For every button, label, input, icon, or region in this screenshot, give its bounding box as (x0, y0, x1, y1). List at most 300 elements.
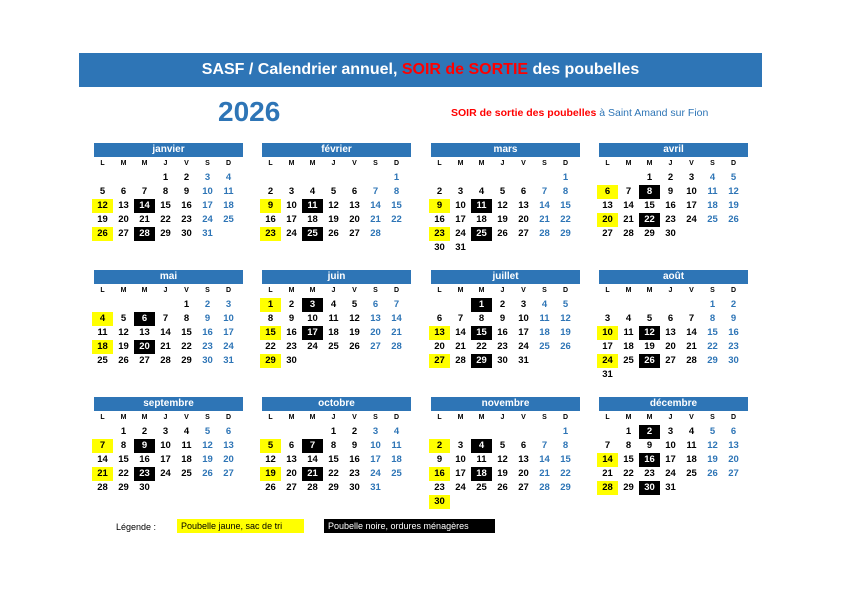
day-yellow-bin: 14 (597, 453, 618, 467)
day-cell: 9 (499, 313, 506, 324)
day-cell: 3 (162, 426, 169, 437)
empty-cell (344, 171, 365, 185)
day-cell: 6 (730, 426, 737, 437)
weekday-label: M (309, 414, 316, 421)
day-cell: 3 (457, 186, 464, 197)
day-cell: 28 (160, 355, 171, 366)
weekday-label: D (730, 287, 737, 294)
day-cell: 27 (223, 468, 234, 479)
day-cell: 22 (181, 341, 192, 352)
month-name: février (262, 143, 411, 157)
day-cell: 24 (202, 214, 213, 225)
day-cell: 23 (728, 341, 739, 352)
month-block (599, 270, 748, 382)
day-cell: 25 (328, 341, 339, 352)
day-cell: 8 (478, 313, 485, 324)
day-cell: 9 (667, 186, 674, 197)
day-cell: 6 (436, 313, 443, 324)
empty-cell (597, 425, 618, 439)
day-cell: 5 (730, 172, 737, 183)
day-cell: 5 (562, 299, 569, 310)
day-black-bin: 6 (134, 312, 155, 326)
month-name: juin (262, 270, 411, 284)
day-cell: 4 (688, 426, 695, 437)
day-cell: 24 (686, 214, 697, 225)
day-cell: 30 (349, 482, 360, 493)
day-cell: 25 (97, 355, 108, 366)
day-cell: 16 (181, 200, 192, 211)
day-cell: 18 (223, 200, 234, 211)
weekday-label: M (309, 287, 316, 294)
empty-cell (429, 171, 450, 185)
day-cell: 3 (204, 172, 211, 183)
day-cell: 23 (202, 341, 213, 352)
day-cell: 1 (709, 299, 716, 310)
day-yellow-bin: 7 (92, 439, 113, 453)
day-cell: 6 (225, 426, 232, 437)
day-cell: 9 (351, 440, 358, 451)
month-block (94, 143, 243, 241)
day-cell: 13 (602, 200, 613, 211)
day-cell: 12 (728, 186, 739, 197)
day-cell: 1 (562, 172, 569, 183)
subtitle-red: SOIR de sortie des poubelles (451, 107, 597, 119)
day-cell: 13 (728, 440, 739, 451)
weekday-row (429, 284, 580, 298)
day-cell: 5 (120, 313, 127, 324)
weekday-label: M (120, 160, 127, 167)
month-name: mars (431, 143, 580, 157)
weekday-label: L (100, 414, 105, 421)
month-block (262, 270, 411, 368)
weekday-label: M (646, 160, 653, 167)
day-black-bin: 16 (639, 453, 660, 467)
day-cell: 21 (686, 341, 697, 352)
empty-cell (534, 171, 555, 185)
day-cell: 31 (455, 242, 466, 253)
day-cell: 14 (539, 200, 550, 211)
empty-cell (450, 425, 471, 439)
month-name: novembre (431, 397, 580, 411)
day-cell: 5 (330, 186, 337, 197)
day-cell: 16 (728, 327, 739, 338)
day-cell: 26 (328, 228, 339, 239)
weekday-label: V (521, 160, 526, 167)
day-yellow-bin: 2 (429, 439, 450, 453)
weekday-label: M (625, 414, 632, 421)
month-block (262, 397, 411, 495)
weekday-row (260, 157, 411, 171)
empty-cell (323, 171, 344, 185)
day-yellow-bin: 6 (597, 185, 618, 199)
day-cell: 10 (686, 186, 697, 197)
day-cell: 24 (455, 228, 466, 239)
day-cell: 18 (328, 327, 339, 338)
day-cell: 20 (286, 468, 297, 479)
day-cell: 18 (539, 327, 550, 338)
day-cell: 28 (455, 355, 466, 366)
day-cell: 16 (665, 200, 676, 211)
day-cell: 23 (497, 341, 508, 352)
day-cell: 5 (204, 426, 211, 437)
day-cell: 10 (455, 454, 466, 465)
weekday-label: D (225, 287, 232, 294)
day-cell: 4 (393, 426, 400, 437)
year-heading: 2026 (218, 96, 281, 127)
empty-cell (113, 298, 134, 312)
weekday-label: V (521, 414, 526, 421)
month-name: décembre (599, 397, 748, 411)
day-yellow-bin: 1 (260, 298, 281, 312)
day-black-bin: 22 (639, 213, 660, 227)
day-cell: 8 (562, 186, 569, 197)
weekday-label: M (625, 160, 632, 167)
empty-cell (471, 171, 492, 185)
weekday-label: M (120, 287, 127, 294)
day-cell: 19 (118, 341, 129, 352)
day-cell: 17 (455, 214, 466, 225)
day-cell: 11 (391, 440, 402, 451)
day-cell: 24 (223, 341, 234, 352)
day-cell: 23 (644, 468, 655, 479)
weekday-label: D (562, 287, 569, 294)
weekday-label: J (331, 414, 336, 421)
subtitle-location: à Saint Amand sur Fion (596, 107, 709, 119)
weekday-row (92, 411, 243, 425)
day-cell: 25 (539, 341, 550, 352)
day-yellow-bin: 20 (597, 213, 618, 227)
day-cell: 1 (162, 172, 169, 183)
day-cell: 26 (707, 468, 718, 479)
day-black-bin: 21 (302, 467, 323, 481)
weekday-label: S (373, 414, 378, 421)
day-cell: 19 (328, 214, 339, 225)
month-name: septembre (94, 397, 243, 411)
day-cell: 22 (623, 468, 634, 479)
day-cell: 30 (728, 355, 739, 366)
day-cell: 4 (541, 299, 548, 310)
day-grid (597, 425, 748, 495)
empty-cell (113, 171, 134, 185)
day-cell: 16 (349, 454, 360, 465)
weekday-label: J (331, 287, 336, 294)
day-cell: 18 (623, 341, 634, 352)
day-cell: 1 (183, 299, 190, 310)
day-cell: 29 (118, 482, 129, 493)
day-cell: 28 (97, 482, 108, 493)
day-cell: 9 (730, 313, 737, 324)
day-cell: 12 (497, 200, 508, 211)
day-cell: 8 (625, 440, 632, 451)
day-cell: 6 (120, 186, 127, 197)
day-cell: 3 (372, 426, 379, 437)
day-cell: 1 (393, 172, 400, 183)
day-cell: 27 (349, 228, 360, 239)
day-grid (260, 171, 411, 241)
day-cell: 20 (370, 327, 381, 338)
day-cell: 4 (330, 299, 337, 310)
day-black-bin: 12 (639, 326, 660, 340)
day-black-bin: 14 (134, 199, 155, 213)
day-cell: 27 (118, 228, 129, 239)
day-yellow-bin: 27 (429, 354, 450, 368)
day-cell: 31 (223, 355, 234, 366)
day-cell: 2 (288, 299, 295, 310)
day-yellow-bin: 19 (260, 467, 281, 481)
day-black-bin: 11 (302, 199, 323, 213)
empty-cell (513, 425, 534, 439)
day-grid (260, 425, 411, 495)
day-cell: 19 (97, 214, 108, 225)
month-name: mai (94, 270, 243, 284)
day-cell: 9 (288, 313, 295, 324)
day-cell: 13 (118, 200, 129, 211)
empty-cell (450, 298, 471, 312)
weekday-label: S (373, 287, 378, 294)
day-cell: 7 (625, 186, 632, 197)
day-cell: 18 (686, 454, 697, 465)
day-cell: 20 (118, 214, 129, 225)
day-cell: 31 (370, 482, 381, 493)
day-cell: 28 (307, 482, 318, 493)
day-cell: 8 (162, 186, 169, 197)
day-cell: 21 (623, 214, 634, 225)
day-cell: 27 (602, 228, 613, 239)
month-block (599, 143, 748, 241)
day-cell: 11 (328, 313, 339, 324)
weekday-label: L (268, 414, 273, 421)
day-cell: 14 (623, 200, 634, 211)
weekday-label: J (500, 414, 505, 421)
day-cell: 25 (686, 468, 697, 479)
day-cell: 29 (560, 482, 571, 493)
day-cell: 10 (455, 200, 466, 211)
day-cell: 8 (120, 440, 127, 451)
day-cell: 26 (265, 482, 276, 493)
day-cell: 26 (728, 214, 739, 225)
day-cell: 13 (518, 200, 529, 211)
empty-cell (365, 171, 386, 185)
day-cell: 25 (707, 214, 718, 225)
empty-cell (260, 425, 281, 439)
day-cell: 14 (686, 327, 697, 338)
day-cell: 20 (665, 341, 676, 352)
weekday-label: L (100, 287, 105, 294)
day-cell: 10 (223, 313, 234, 324)
day-cell: 31 (518, 355, 529, 366)
legend-label: Légende : (116, 522, 157, 532)
weekday-row (597, 157, 748, 171)
day-cell: 14 (539, 454, 550, 465)
weekday-label: S (542, 287, 547, 294)
day-yellow-bin: 23 (260, 227, 281, 241)
day-cell: 18 (391, 454, 402, 465)
day-grid (429, 171, 580, 255)
day-cell: 17 (160, 454, 171, 465)
weekday-label: J (668, 414, 673, 421)
day-cell: 28 (539, 482, 550, 493)
day-cell: 25 (223, 214, 234, 225)
weekday-label: M (457, 160, 464, 167)
empty-cell (281, 425, 302, 439)
day-cell: 24 (455, 482, 466, 493)
day-cell: 15 (560, 454, 571, 465)
empty-cell (597, 171, 618, 185)
day-cell: 19 (560, 327, 571, 338)
day-cell: 30 (497, 355, 508, 366)
day-cell: 27 (286, 482, 297, 493)
day-grid (597, 298, 748, 382)
day-cell: 2 (204, 299, 211, 310)
day-cell: 31 (602, 369, 613, 380)
day-cell: 28 (539, 228, 550, 239)
day-cell: 26 (118, 355, 129, 366)
day-yellow-bin: 29 (260, 354, 281, 368)
empty-cell (134, 171, 155, 185)
day-cell: 28 (391, 341, 402, 352)
day-cell: 20 (518, 214, 529, 225)
weekday-label: M (478, 414, 485, 421)
weekday-label: L (605, 160, 610, 167)
day-cell: 19 (497, 468, 508, 479)
day-cell: 5 (499, 186, 506, 197)
day-cell: 23 (349, 468, 360, 479)
day-cell: 12 (118, 327, 129, 338)
title-highlight: SOIR de SORTIE (401, 61, 529, 78)
weekday-label: V (689, 160, 694, 167)
day-cell: 10 (518, 313, 529, 324)
day-cell: 13 (286, 454, 297, 465)
day-cell: 11 (223, 186, 234, 197)
day-cell: 8 (709, 313, 716, 324)
day-yellow-bin: 9 (429, 199, 450, 213)
day-cell: 21 (455, 341, 466, 352)
day-yellow-bin: 24 (597, 354, 618, 368)
day-cell: 14 (307, 454, 318, 465)
weekday-label: V (689, 414, 694, 421)
weekday-label: D (730, 160, 737, 167)
day-grid (597, 171, 748, 241)
day-cell: 9 (183, 186, 190, 197)
day-cell: 26 (497, 228, 508, 239)
day-cell: 22 (476, 341, 487, 352)
day-cell: 26 (202, 468, 213, 479)
day-black-bin: 23 (134, 467, 155, 481)
day-black-bin: 25 (471, 227, 492, 241)
day-yellow-bin: 4 (92, 312, 113, 326)
day-cell: 9 (646, 440, 653, 451)
day-cell: 4 (625, 313, 632, 324)
day-cell: 30 (665, 228, 676, 239)
day-cell: 21 (370, 214, 381, 225)
day-cell: 14 (370, 200, 381, 211)
month-name: août (599, 270, 748, 284)
day-cell: 3 (225, 299, 232, 310)
weekday-label: J (500, 287, 505, 294)
day-yellow-bin: 9 (260, 199, 281, 213)
day-yellow-bin: 28 (597, 481, 618, 495)
weekday-label: L (268, 287, 273, 294)
day-cell: 7 (457, 313, 464, 324)
weekday-label: L (605, 414, 610, 421)
day-cell: 5 (709, 426, 716, 437)
weekday-label: J (163, 414, 168, 421)
day-cell: 3 (688, 172, 695, 183)
day-cell: 17 (665, 454, 676, 465)
day-yellow-bin: 15 (260, 326, 281, 340)
day-cell: 22 (328, 468, 339, 479)
day-cell: 3 (457, 440, 464, 451)
day-yellow-bin: 23 (429, 227, 450, 241)
day-cell: 1 (120, 426, 127, 437)
day-cell: 17 (286, 214, 297, 225)
weekday-label: L (437, 414, 442, 421)
day-cell: 27 (518, 482, 529, 493)
weekday-label: S (710, 160, 715, 167)
day-grid (92, 298, 243, 368)
empty-cell (134, 298, 155, 312)
day-cell: 13 (518, 454, 529, 465)
day-cell: 2 (730, 299, 737, 310)
day-cell: 9 (204, 313, 211, 324)
day-cell: 10 (202, 186, 213, 197)
month-block (94, 270, 243, 368)
day-cell: 14 (160, 327, 171, 338)
day-grid (260, 298, 411, 368)
weekday-label: M (646, 414, 653, 421)
day-cell: 3 (604, 313, 611, 324)
day-cell: 6 (288, 440, 295, 451)
weekday-label: D (225, 414, 232, 421)
day-cell: 25 (391, 468, 402, 479)
day-cell: 11 (181, 440, 192, 451)
day-cell: 22 (160, 214, 171, 225)
day-cell: 7 (162, 313, 169, 324)
day-cell: 18 (307, 214, 318, 225)
day-cell: 27 (728, 468, 739, 479)
weekday-label: L (100, 160, 105, 167)
day-cell: 27 (370, 341, 381, 352)
day-black-bin: 11 (471, 199, 492, 213)
day-cell: 6 (372, 299, 379, 310)
day-black-bin: 4 (471, 439, 492, 453)
day-cell: 7 (604, 440, 611, 451)
day-black-bin: 17 (302, 326, 323, 340)
day-cell: 5 (499, 440, 506, 451)
day-cell: 16 (434, 214, 445, 225)
day-cell: 22 (391, 214, 402, 225)
day-yellow-bin: 18 (92, 340, 113, 354)
weekday-label: M (141, 414, 148, 421)
weekday-label: M (309, 160, 316, 167)
month-block (599, 397, 748, 495)
day-cell: 6 (667, 313, 674, 324)
day-cell: 7 (141, 186, 148, 197)
day-cell: 1 (625, 426, 632, 437)
day-cell: 7 (393, 299, 400, 310)
weekday-row (597, 411, 748, 425)
day-cell: 8 (330, 440, 337, 451)
weekday-label: M (646, 287, 653, 294)
day-yellow-bin: 30 (429, 495, 450, 509)
day-cell: 29 (328, 482, 339, 493)
day-cell: 2 (667, 172, 674, 183)
weekday-label: V (352, 414, 357, 421)
day-yellow-bin: 5 (260, 439, 281, 453)
empty-cell (639, 298, 660, 312)
day-grid (92, 171, 243, 241)
day-cell: 21 (391, 327, 402, 338)
